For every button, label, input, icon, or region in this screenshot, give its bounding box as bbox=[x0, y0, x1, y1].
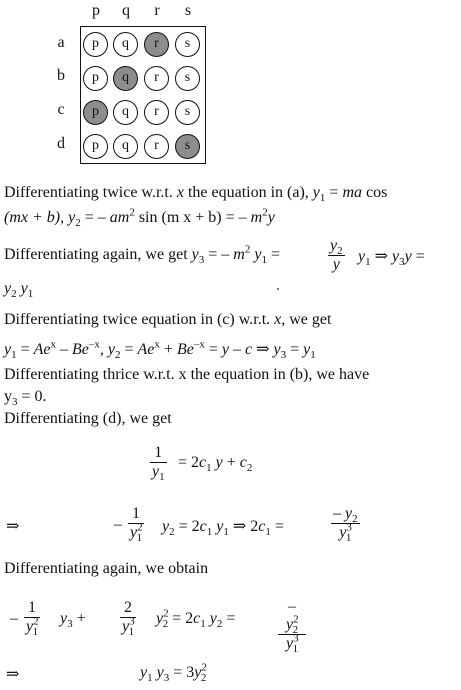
final-result: $y_1$ $y_3 = 3y^2_2$ bbox=[140, 661, 207, 685]
line-1-text-c: cos bbox=[362, 184, 388, 201]
line-3-text: Differentiating again, we get bbox=[4, 246, 192, 263]
row-label-d: d bbox=[57, 135, 65, 152]
line-4: $y_2$ $y_1$ bbox=[4, 280, 34, 301]
line-9: Differentiating (d), we get bbox=[4, 410, 172, 427]
bubble-c-s: s bbox=[175, 100, 200, 125]
fraction-1-over-y1-squared: 1 $y^2_1$ bbox=[130, 505, 143, 545]
bubble-a-q: q bbox=[113, 32, 138, 57]
line-1: Differentiating twice w.r.t. x the equation in (a), $y_1$ = ma cos bbox=[4, 184, 388, 205]
line-5-var: x bbox=[274, 311, 282, 328]
bubble-a-s: s bbox=[175, 32, 200, 57]
bubble-c-p: p bbox=[83, 100, 108, 125]
column-header-q: q bbox=[122, 2, 130, 19]
bubble-d-r: r bbox=[144, 134, 169, 159]
line-11-mid: $y_2 = 2c_1$ $y_1$ ⇒ $2c_1$ = bbox=[162, 518, 284, 539]
term-y3-plus: $y_3$ + bbox=[60, 610, 86, 631]
column-header-r: r bbox=[154, 2, 160, 19]
bubble-b-r: r bbox=[144, 66, 169, 91]
bubble-d-q: q bbox=[113, 134, 138, 159]
row-label-c: c bbox=[57, 101, 65, 118]
bubble-d-p: p bbox=[83, 134, 108, 159]
bubble-c-q: q bbox=[113, 100, 138, 125]
line-3: Differentiating again, we get $y_3$ = – $m^2$ $y_1$ = bbox=[4, 243, 280, 267]
minus-sign-1: – bbox=[114, 516, 122, 533]
line-12-mid: $y^2_2 = 2c_1$ $y_2$ = bbox=[156, 607, 236, 631]
bubble-b-s: s bbox=[175, 66, 200, 91]
fraction-y2-over-y: $y_2$ y bbox=[330, 237, 343, 273]
line-5 bbox=[4, 311, 331, 329]
fraction-2-over-y1-cubed: 2 $y^3_1$ bbox=[122, 599, 135, 639]
bubble-d-s: s bbox=[175, 134, 200, 159]
line-5-text-b: , we get bbox=[281, 311, 332, 328]
column-header-s: s bbox=[184, 2, 192, 19]
implies-arrow-2: ⇒ bbox=[6, 666, 20, 683]
line-10: Differentiating again, we obtain bbox=[4, 560, 209, 577]
line-8-text: = 0. bbox=[17, 388, 47, 405]
line-7: Differentiating thrice w.r.t. x the equation in (b), we have bbox=[4, 366, 370, 383]
fraction-1-over-y1-squared-b: 1 $y^2_1$ bbox=[26, 599, 39, 639]
bubble-a-p: p bbox=[83, 32, 108, 57]
line-2-text: (mx + b), bbox=[4, 209, 69, 226]
implies-arrow-1: ⇒ bbox=[6, 518, 20, 535]
line-2-text-b: sin (m x + b) = – bbox=[134, 209, 251, 226]
fraction-neg-y2-over-y1-cubed: – $y_2$ $y^3_1$ bbox=[333, 505, 358, 545]
column-header-p: p bbox=[92, 2, 100, 19]
line-1-text: Differentiating twice w.r.t. bbox=[4, 184, 177, 201]
line-1-text-b: the equation in (a), bbox=[183, 184, 313, 201]
row-label-a: a bbox=[57, 34, 65, 51]
line-8-var: y bbox=[4, 388, 12, 405]
line-1-var: x bbox=[176, 184, 184, 201]
line-8: $y_3 = 0$. bbox=[4, 388, 47, 409]
fraction-neg-y2sq-over-y1-cubed: – $y^2_2$ $y^3_1$ bbox=[278, 598, 306, 653]
bubble-b-q: q bbox=[113, 66, 138, 91]
row-label-b: b bbox=[57, 67, 65, 84]
minus-sign-2: – bbox=[10, 610, 18, 627]
line-5-text: Differentiating twice equation in (c) w.r.t. bbox=[4, 311, 275, 328]
grid-column-headers bbox=[80, 2, 210, 22]
fraction-1-over-y1: 1 $y_1$ bbox=[152, 444, 165, 484]
speck bbox=[277, 288, 279, 290]
line-6: $y_1 = Ae^x - Be^{-x}$, $y_2 = Ae^x + Be^{-x} = y - c$ ⇒ $y_3 = y_1$ bbox=[4, 338, 316, 362]
equation-d-rhs: = $2c_1$ $y + c_2$ bbox=[178, 454, 253, 475]
line-3-tail: $y_1$ ⇒ $y_3y$ = bbox=[358, 248, 425, 269]
bubble-a-r: r bbox=[144, 32, 169, 57]
bubble-b-p: p bbox=[83, 66, 108, 91]
bubble-c-r: r bbox=[144, 100, 169, 125]
line-2: (mx + b), $y_2$ = – $am^2$ sin (m x + b) = – $m^2y$ bbox=[4, 206, 275, 230]
